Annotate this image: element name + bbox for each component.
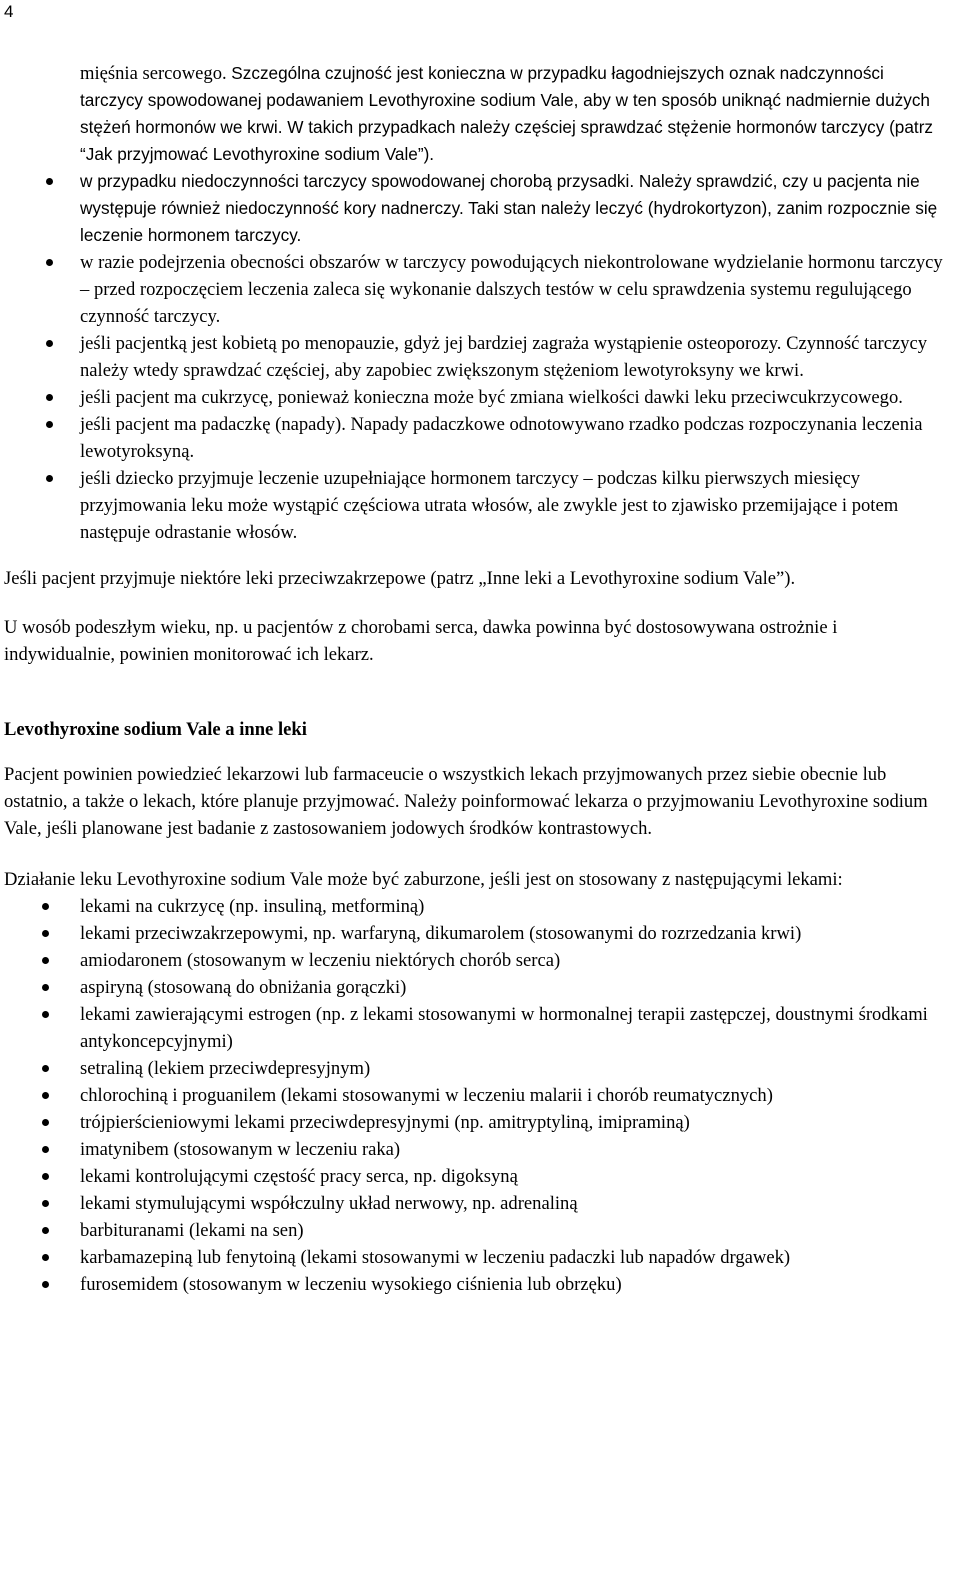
drug-item: lekami przeciwzakrzepowymi, np. warfaryną, dikumarolem (stosowanymi do rozrzedzania krwi) <box>4 920 944 947</box>
warning-item <box>4 411 944 465</box>
warning-item <box>4 249 944 330</box>
warning-text: jeśli pacjent ma padaczkę (napady). Napady padaczkowe odnotowywano rzadko podczas rozpoczynania leczenia lewotyroksyną. <box>80 414 923 462</box>
document-body <box>4 60 944 1298</box>
warning-item <box>4 384 944 411</box>
anticoagulant-note: Jeśli pacjent przyjmuje niektóre leki przeciwzakrzepowe (patrz „Inne leki a Levothyroxine sodium Vale”). <box>4 568 796 589</box>
warning-text: jeśli dziecko przyjmuje leczenie uzupełniające hormonem tarczycy – podczas kilku pierwszych miesięcy przyjmowania leku może wystąpić częściowa utrata włosów, ale zwykle jest to zjawisko przemijające i potem następuje odrastanie włosów. <box>80 468 899 543</box>
drug-item: furosemidem (stosowanym w leczeniu wysokiego ciśnienia lub obrzęku) <box>4 1271 944 1298</box>
section-heading: Levothyroxine sodium Vale a inne leki <box>4 719 307 740</box>
drug-item: trójpierścieniowymi lekami przeciwdepresyjnymi (np. amitryptyliną, imipraminą) <box>4 1109 944 1136</box>
section-paragraph-2: Działanie leku Levothyroxine sodium Vale może być zaburzone, jeśli jest on stosowany z następującymi lekami: <box>4 869 843 890</box>
drug-item: chlorochiną i proguanilem (lekami stosowanymi w leczeniu malarii i chorób reumatycznych) <box>4 1082 944 1109</box>
warning-text: jeśli pacjentką jest kobietą po menopauzie, gdyż jej bardziej zagraża wystąpienie osteoporozy. Czynność tarczycy należy wtedy sprawdzać częściej, aby zapobiec zwiększonym stężeniom lewotyroksyny we krwi. <box>80 333 928 381</box>
drug-item: lekami zawierającymi estrogen (np. z lekami stosowanymi w hormonalnej terapii zastępczej, doustnymi środkami antykoncepcyjnymi) <box>4 1001 944 1055</box>
intro-text-continued: Szczególna czujność jest konieczna w przypadku łagodniejszych oznak nadczynności tarczycy spowodowanej podawaniem Levothyroxine sodium Vale, aby w ten sposób uniknąć nadmiernie dużych stężeń hormonów we krwi. W takich przypadkach należy częściej sprawdzać stężenie hormonów tarczycy (patrz “Jak przyjmować Levothyroxine sodium Vale”). <box>80 63 934 164</box>
warnings-list <box>4 168 944 546</box>
warning-text: w razie podejrzenia obecności obszarów w tarczycy powodujących niekontrolowane wydzielanie hormonu tarczycy – przed rozpoczęciem leczenia zaleca się wykonanie dalszych testów w celu sprawdzenia systemu regulującego czynność tarczycy. <box>80 252 943 327</box>
warning-item <box>4 168 944 249</box>
drug-item: aspiryną (stosowaną do obniżania gorączki) <box>4 974 944 1001</box>
intro-paragraph <box>80 60 944 168</box>
warning-text: jeśli pacjent ma cukrzycę, ponieważ konieczna może być zmiana wielkości dawki leku przeciwcukrzycowego. <box>80 387 903 408</box>
drug-item: lekami stymulującymi współczulny układ nerwowy, np. adrenaliną <box>4 1190 944 1217</box>
interacting-drugs-list <box>4 893 944 1298</box>
drug-item: barbituranami (lekami na sen) <box>4 1217 944 1244</box>
warning-item <box>4 465 944 546</box>
section-paragraph-1: Pacjent powinien powiedzieć lekarzowi lub farmaceucie o wszystkich lekach przyjmowanych przez siebie obecnie lub ostatnio, a także o lekach, które planuje przyjmować. Należy poinformować lekarza o przyjmowaniu Levothyroxine sodium Vale, jeśli planowane jest badanie z zastosowaniem jodowych środków kontrastowych. <box>4 764 928 839</box>
drug-item: karbamazepiną lub fenytoiną (lekami stosowanymi w leczeniu padaczki lub napadów drgawek) <box>4 1244 944 1271</box>
elderly-note: U wosób podeszłym wieku, np. u pacjentów z chorobami serca, dawka powinna być dostosowywana ostrożnie i indywidualnie, powinien monitorować ich lekarz. <box>4 617 838 665</box>
warning-text: w przypadku niedoczynności tarczycy spowodowanej chorobą przysadki. Należy sprawdzić, czy u pacjenta nie występuje również niedoczynność kory nadnerczy. Taki stan należy leczyć (hydrokortyzon), zanim rozpocznie się leczenie hormonem tarczycy. <box>80 171 938 245</box>
intro-text-start: mięśnia sercowego. <box>80 63 232 84</box>
warning-item <box>4 330 944 384</box>
drug-item: imatynibem (stosowanym w leczeniu raka) <box>4 1136 944 1163</box>
drug-item: lekami kontrolującymi częstość pracy serca, np. digoksyną <box>4 1163 944 1190</box>
page-number: 4 <box>4 2 14 21</box>
drug-item: amiodaronem (stosowanym w leczeniu niektórych chorób serca) <box>4 947 944 974</box>
drug-item: setraliną (lekiem przeciwdepresyjnym) <box>4 1055 944 1082</box>
drug-item: lekami na cukrzycę (np. insuliną, metforminą) <box>4 893 944 920</box>
